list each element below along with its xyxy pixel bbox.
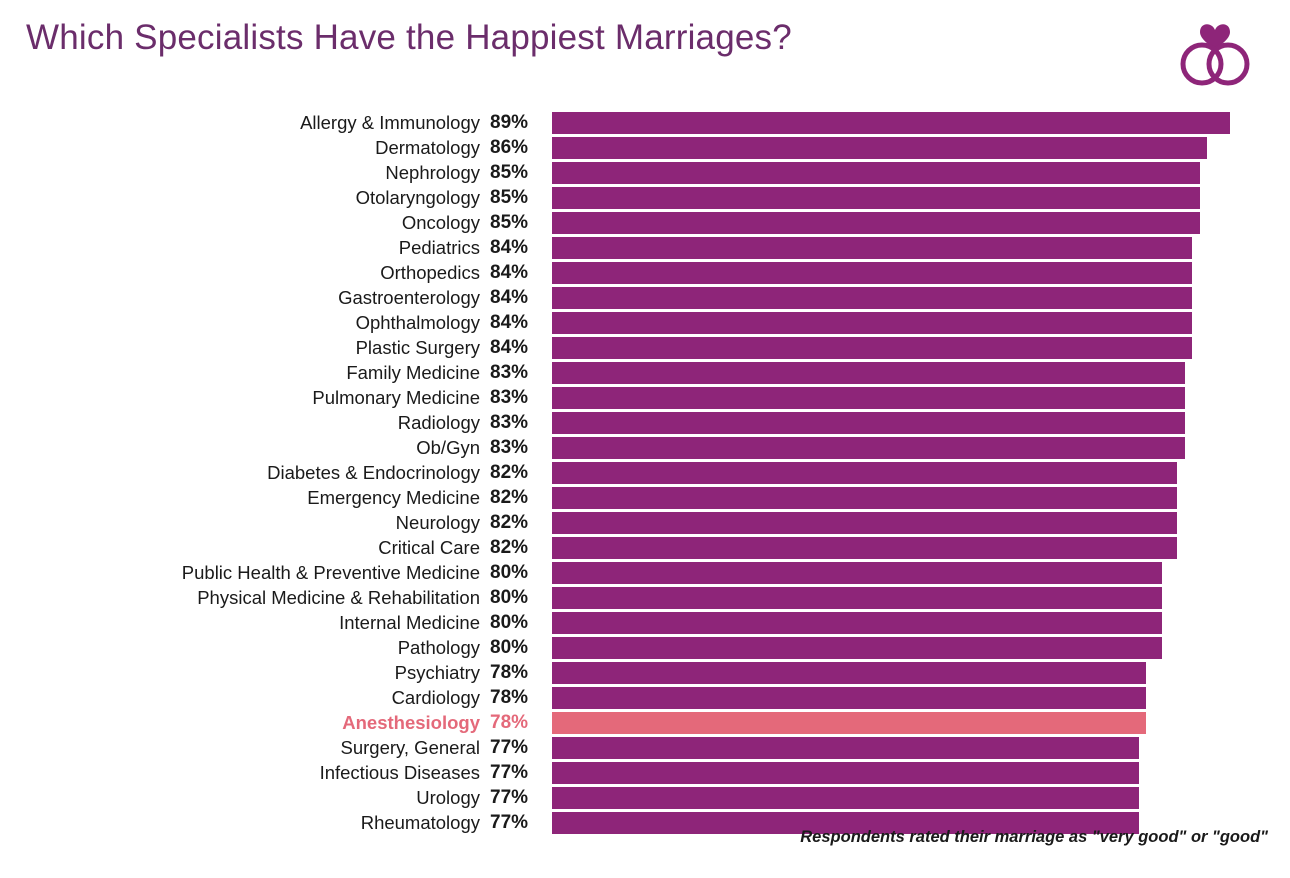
- bar: [552, 637, 1162, 659]
- bar-row: [0, 285, 1290, 310]
- bar: [552, 412, 1185, 434]
- value-label: 77%: [490, 811, 529, 833]
- value-label: 86%: [490, 136, 529, 158]
- category-label: Neurology: [395, 511, 480, 533]
- category-label: Urology: [416, 786, 480, 808]
- bar-row: [0, 735, 1290, 760]
- bar: [552, 262, 1192, 284]
- value-label: 83%: [490, 436, 529, 458]
- value-label: 82%: [490, 536, 529, 558]
- bar-track: [552, 712, 1290, 734]
- bar-row: [0, 410, 1290, 435]
- bar-track: [552, 587, 1290, 609]
- bar-track: [552, 362, 1290, 384]
- value-label: 82%: [490, 486, 529, 508]
- category-label: Family Medicine: [346, 361, 480, 383]
- bar: [552, 387, 1185, 409]
- bar-track: [552, 112, 1290, 134]
- bar-row: [0, 485, 1290, 510]
- category-label: Infectious Diseases: [319, 761, 480, 783]
- bar-track: [552, 662, 1290, 684]
- bar: [552, 737, 1139, 759]
- value-label: 77%: [490, 736, 529, 758]
- bar-row: [0, 610, 1290, 635]
- value-label: 78%: [490, 686, 529, 708]
- bar-row: [0, 535, 1290, 560]
- value-label: 84%: [490, 261, 529, 283]
- bar-track: [552, 212, 1290, 234]
- page-title: Which Specialists Have the Happiest Marriages?: [26, 18, 792, 57]
- bar: [552, 487, 1177, 509]
- bar-row: [0, 660, 1290, 685]
- bar-track: [552, 387, 1290, 409]
- category-label: Plastic Surgery: [355, 336, 480, 358]
- bar: [552, 587, 1162, 609]
- bar-track: [552, 287, 1290, 309]
- category-label: Emergency Medicine: [307, 486, 480, 508]
- category-label: Pediatrics: [398, 236, 480, 258]
- bar: [552, 462, 1177, 484]
- category-label: Radiology: [397, 411, 480, 433]
- bar-track: [552, 487, 1290, 509]
- value-label: 77%: [490, 786, 529, 808]
- category-label: Cardiology: [391, 686, 480, 708]
- bar-row: [0, 435, 1290, 460]
- bar-track: [552, 187, 1290, 209]
- category-label: Critical Care: [378, 536, 480, 558]
- bar-track: [552, 787, 1290, 809]
- category-label: Ophthalmology: [355, 311, 480, 333]
- value-label: 80%: [490, 636, 529, 658]
- category-label: Anesthesiology: [342, 711, 480, 733]
- bar-row: [0, 510, 1290, 535]
- value-label: 85%: [490, 186, 529, 208]
- bar-row: [0, 235, 1290, 260]
- value-label: 83%: [490, 386, 529, 408]
- value-label: 85%: [490, 211, 529, 233]
- bar-row: [0, 760, 1290, 785]
- bar: [552, 712, 1146, 734]
- bar: [552, 287, 1192, 309]
- category-label: Public Health & Preventive Medicine: [181, 561, 480, 583]
- bar-track: [552, 687, 1290, 709]
- bar-row: [0, 260, 1290, 285]
- value-label: 80%: [490, 611, 529, 633]
- bar-rows: [0, 110, 1290, 835]
- bar-track: [552, 762, 1290, 784]
- bar: [552, 762, 1139, 784]
- bar: [552, 787, 1139, 809]
- category-label: Allergy & Immunology: [300, 111, 480, 133]
- bar: [552, 187, 1200, 209]
- category-label: Physical Medicine & Rehabilitation: [197, 586, 480, 608]
- category-label: Pulmonary Medicine: [312, 386, 480, 408]
- category-label: Nephrology: [385, 161, 480, 183]
- category-label: Pathology: [397, 636, 480, 658]
- value-label: 80%: [490, 561, 529, 583]
- bar-track: [552, 137, 1290, 159]
- chart-footnote: Respondents rated their marriage as "very good" or "good": [800, 828, 1268, 846]
- bar-row: [0, 585, 1290, 610]
- category-label: Orthopedics: [380, 261, 480, 283]
- bar-track: [552, 512, 1290, 534]
- category-label: Ob/Gyn: [416, 436, 480, 458]
- bar-row: [0, 310, 1290, 335]
- bar-track: [552, 537, 1290, 559]
- interlocking-rings-heart-logo-icon: [1172, 14, 1258, 92]
- category-label: Internal Medicine: [339, 611, 480, 633]
- bar: [552, 137, 1207, 159]
- bar-row: [0, 185, 1290, 210]
- bar: [552, 212, 1200, 234]
- bar-track: [552, 737, 1290, 759]
- bar-row: [0, 110, 1290, 135]
- value-label: 77%: [490, 761, 529, 783]
- bar-track: [552, 262, 1290, 284]
- bar-track: [552, 637, 1290, 659]
- bar-track: [552, 312, 1290, 334]
- category-label: Gastroenterology: [338, 286, 480, 308]
- category-label: Otolaryngology: [355, 186, 480, 208]
- bar-track: [552, 612, 1290, 634]
- category-label: Dermatology: [375, 136, 480, 158]
- value-label: 89%: [490, 111, 529, 133]
- bar-track: [552, 162, 1290, 184]
- value-label: 84%: [490, 286, 529, 308]
- bar: [552, 687, 1146, 709]
- bar-row: [0, 710, 1290, 735]
- value-label: 83%: [490, 411, 529, 433]
- value-label: 82%: [490, 461, 529, 483]
- bar-row: [0, 560, 1290, 585]
- category-label: Oncology: [401, 211, 480, 233]
- bar: [552, 337, 1192, 359]
- bar: [552, 312, 1192, 334]
- category-label: Psychiatry: [394, 661, 480, 683]
- bar: [552, 162, 1200, 184]
- bar-row: [0, 160, 1290, 185]
- bar-row: [0, 785, 1290, 810]
- value-label: 83%: [490, 361, 529, 383]
- bar-track: [552, 437, 1290, 459]
- value-label: 84%: [490, 336, 529, 358]
- bar: [552, 112, 1230, 134]
- bar-row: [0, 685, 1290, 710]
- bar-row: [0, 385, 1290, 410]
- value-label: 85%: [490, 161, 529, 183]
- bar: [552, 612, 1162, 634]
- bar: [552, 437, 1185, 459]
- bar-track: [552, 562, 1290, 584]
- category-label: Surgery, General: [340, 736, 480, 758]
- value-label: 78%: [490, 661, 529, 683]
- bar: [552, 662, 1146, 684]
- bar-track: [552, 462, 1290, 484]
- bar: [552, 512, 1177, 534]
- category-label: Diabetes & Endocrinology: [267, 461, 480, 483]
- bar-chart: [0, 110, 1290, 833]
- bar-row: [0, 635, 1290, 660]
- bar-track: [552, 337, 1290, 359]
- bar-row: [0, 460, 1290, 485]
- value-label: 78%: [490, 711, 529, 733]
- value-label: 84%: [490, 311, 529, 333]
- bar-row: [0, 135, 1290, 160]
- bar-row: [0, 360, 1290, 385]
- bar-row: [0, 335, 1290, 360]
- bar-track: [552, 237, 1290, 259]
- bar: [552, 237, 1192, 259]
- bar-row: [0, 210, 1290, 235]
- value-label: 82%: [490, 511, 529, 533]
- bar-track: [552, 412, 1290, 434]
- bar: [552, 537, 1177, 559]
- category-label: Rheumatology: [360, 811, 480, 833]
- bar: [552, 562, 1162, 584]
- bar: [552, 362, 1185, 384]
- value-label: 80%: [490, 586, 529, 608]
- value-label: 84%: [490, 236, 529, 258]
